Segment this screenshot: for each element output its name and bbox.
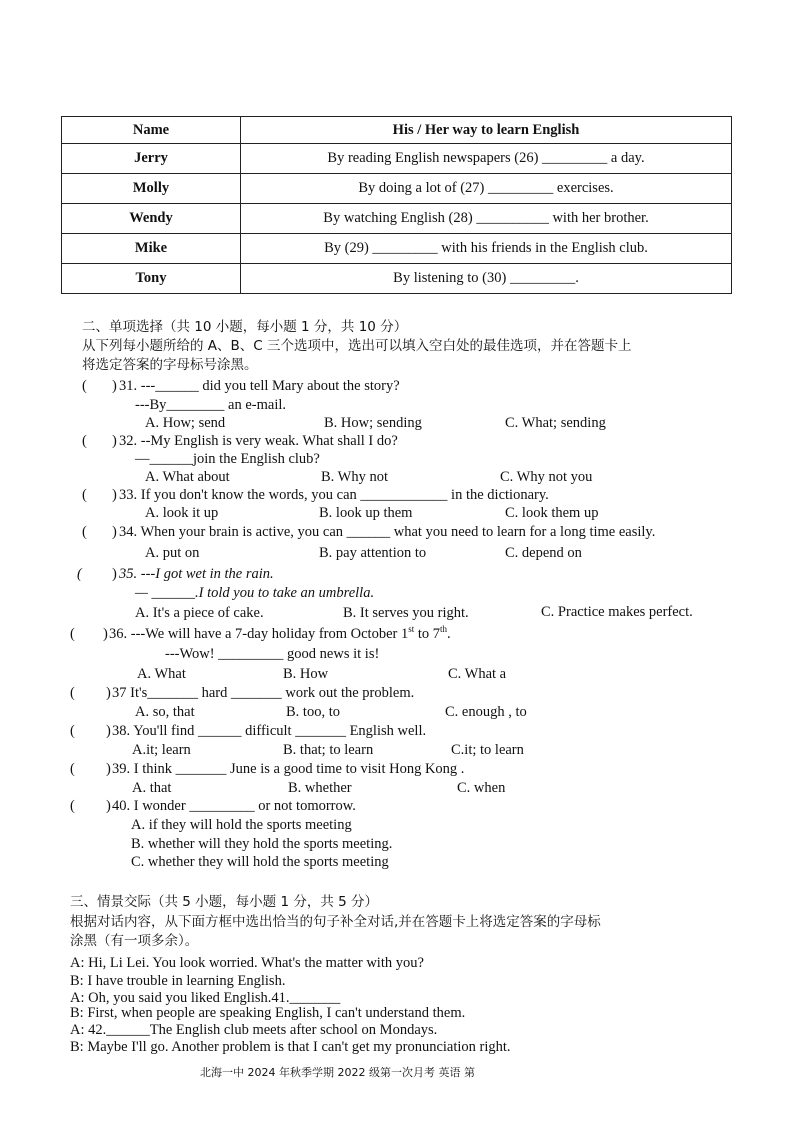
- answer-bracket-close: ): [106, 723, 111, 739]
- answer-bracket-open: (: [82, 433, 87, 449]
- dialogue-line: A: Hi, Li Lei. You look worried. What's the matter with you?: [70, 955, 424, 971]
- q32-option-b: B. Why not: [321, 469, 388, 485]
- q34-option-a: A. put on: [145, 545, 200, 561]
- q35-line2: — ______.I told you to take an umbrella.: [135, 585, 375, 601]
- section3-title: 三、情景交际（共 5 小题，每小题 1 分，共 5 分）: [70, 894, 379, 910]
- q40-option-a: A. if they will hold the sports meeting: [131, 817, 352, 833]
- row-name: Molly: [62, 174, 241, 204]
- q31-option-b: B. How; sending: [324, 415, 422, 431]
- answer-bracket-close: ): [112, 487, 117, 503]
- q37-option-b: B. too, to: [286, 704, 340, 720]
- q37-stem: 37 It's_______ hard _______ work out the problem.: [112, 685, 415, 701]
- answer-bracket-close: ): [112, 433, 117, 449]
- q36-line2: ---Wow! _________ good news it is!: [165, 646, 380, 662]
- dialogue-line: B: First, when people are speaking English, I can't understand them.: [70, 1005, 466, 1021]
- answer-bracket-close: ): [106, 685, 111, 701]
- q39-stem: 39. I think _______ June is a good time to visit Hong Kong .: [112, 761, 465, 777]
- table-row: [62, 204, 732, 234]
- q32-stem: 32. --My English is very weak. What shall I do?: [119, 433, 398, 449]
- q36-stem-text: 36. ---We will have a 7-day holiday from October 1: [109, 626, 409, 642]
- q35-option-c: C. Practice makes perfect.: [541, 604, 693, 620]
- q36-option-a: A. What: [137, 666, 186, 682]
- q36-stem-end: .: [447, 626, 451, 642]
- table-row: [62, 174, 732, 204]
- answer-bracket-close: ): [106, 761, 111, 777]
- q40-option-b: B. whether will they hold the sports meeting.: [131, 836, 393, 852]
- page-footer: 北海一中 2024 年秋季学期 2022 级第一次月考 英语 第: [200, 1066, 475, 1079]
- q33-stem: 33. If you don't know the words, you can ____________ in the dictionary.: [119, 487, 549, 503]
- row-way: By listening to (30) _________.: [241, 264, 732, 294]
- table-row: [62, 264, 732, 294]
- row-name: Mike: [62, 234, 241, 264]
- answer-bracket-open: (: [70, 761, 75, 777]
- answer-bracket-open: (: [77, 566, 82, 582]
- q38-option-b: B. that; to learn: [283, 742, 374, 758]
- table-row: [62, 144, 732, 174]
- q39-option-c: C. when: [457, 780, 506, 796]
- row-way: By watching English (28) __________ with her brother.: [241, 204, 732, 234]
- answer-bracket-open: (: [70, 626, 75, 642]
- section2-instructions: 从下列每小题所给的 A、B、C 三个选项中，选出可以填入空白处的最佳选项，并在答题卡上: [82, 338, 632, 354]
- answer-bracket-open: (: [70, 723, 75, 739]
- answer-bracket-open: (: [82, 524, 87, 540]
- answer-bracket-open: (: [82, 378, 87, 394]
- q37-option-a: A. so, that: [135, 704, 195, 720]
- q34-option-b: B. pay attention to: [319, 545, 427, 561]
- q39-option-b: B. whether: [288, 780, 352, 796]
- row-way: By reading English newspapers (26) _________ a day.: [241, 144, 732, 174]
- q36-stem-mid: to 7: [414, 626, 441, 642]
- q40-stem: 40. I wonder _________ or not tomorrow.: [112, 798, 356, 814]
- q36-stem: [109, 625, 451, 643]
- q38-option-c: C.it; to learn: [451, 742, 524, 758]
- q36-option-c: C. What a: [448, 666, 507, 682]
- dialogue-line: A: Oh, you said you liked English.41._______: [70, 990, 341, 1006]
- table-row: [62, 234, 732, 264]
- answer-bracket-close: ): [103, 626, 108, 642]
- dialogue-line: B: Maybe I'll go. Another problem is that I can't get my pronunciation right.: [70, 1039, 511, 1055]
- answer-bracket-open: (: [70, 798, 75, 814]
- answer-bracket-open: (: [70, 685, 75, 701]
- dialogue-line: B: I have trouble in learning English.: [70, 973, 286, 989]
- q35-option-a: A. It's a piece of cake.: [135, 605, 264, 621]
- q39-option-a: A. that: [132, 780, 172, 796]
- q36-sup-th: th: [440, 624, 448, 635]
- answer-bracket-close: ): [112, 566, 117, 582]
- q40-option-c: C. whether they will hold the sports meeting: [131, 854, 389, 870]
- q38-option-a: A.it; learn: [132, 742, 191, 758]
- header-name: Name: [62, 117, 241, 144]
- q34-option-c: C. depend on: [505, 545, 582, 561]
- q32-option-a: A. What about: [145, 469, 230, 485]
- header-way: His / Her way to learn English: [241, 117, 732, 144]
- q32-line2: —______join the English club?: [135, 451, 320, 467]
- learning-ways-table: [61, 116, 732, 294]
- q33-option-c: C. look them up: [505, 505, 599, 521]
- q31-stem: 31. ---______ did you tell Mary about the story?: [119, 378, 400, 394]
- section3-instructions-cont: 涂黑（有一项多余）。: [70, 933, 199, 949]
- q33-option-b: B. look up them: [319, 505, 413, 521]
- dialogue-line: A: 42.______The English club meets after school on Mondays.: [70, 1022, 438, 1038]
- table-header-row: [62, 117, 732, 144]
- q31-option-c: C. What; sending: [505, 415, 606, 431]
- section2-instructions-cont: 将选定答案的字母标号涂黑。: [82, 357, 258, 373]
- q33-option-a: A. look it up: [145, 505, 219, 521]
- q38-stem: 38. You'll find ______ difficult _______ English well.: [112, 723, 427, 739]
- q35-stem: 35. ---I got wet in the rain.: [119, 566, 274, 582]
- answer-bracket-close: ): [112, 524, 117, 540]
- row-name: Wendy: [62, 204, 241, 234]
- q34-stem: 34. When your brain is active, you can ______ what you need to learn for a long time easily.: [119, 524, 656, 540]
- row-way: By doing a lot of (27) _________ exercises.: [241, 174, 732, 204]
- row-name: Tony: [62, 264, 241, 294]
- q36-sup-st: st: [408, 624, 415, 635]
- row-way: By (29) _________ with his friends in the English club.: [241, 234, 732, 264]
- q31-line2: ---By________ an e-mail.: [135, 397, 287, 413]
- answer-bracket-close: ): [112, 378, 117, 394]
- section2-title: 二、单项选择（共 10 小题，每小题 1 分，共 10 分）: [82, 319, 408, 335]
- q37-option-c: C. enough , to: [445, 704, 527, 720]
- q36-option-b: B. How: [283, 666, 329, 682]
- q32-option-c: C. Why not you: [500, 469, 593, 485]
- answer-bracket-open: (: [82, 487, 87, 503]
- q31-option-a: A. How; send: [145, 415, 226, 431]
- row-name: Jerry: [62, 144, 241, 174]
- answer-bracket-close: ): [106, 798, 111, 814]
- section3-instructions: 根据对话内容，从下面方框中选出恰当的句子补全对话,并在答题卡上将选定答案的字母标: [70, 914, 601, 930]
- q35-option-b: B. It serves you right.: [343, 605, 469, 621]
